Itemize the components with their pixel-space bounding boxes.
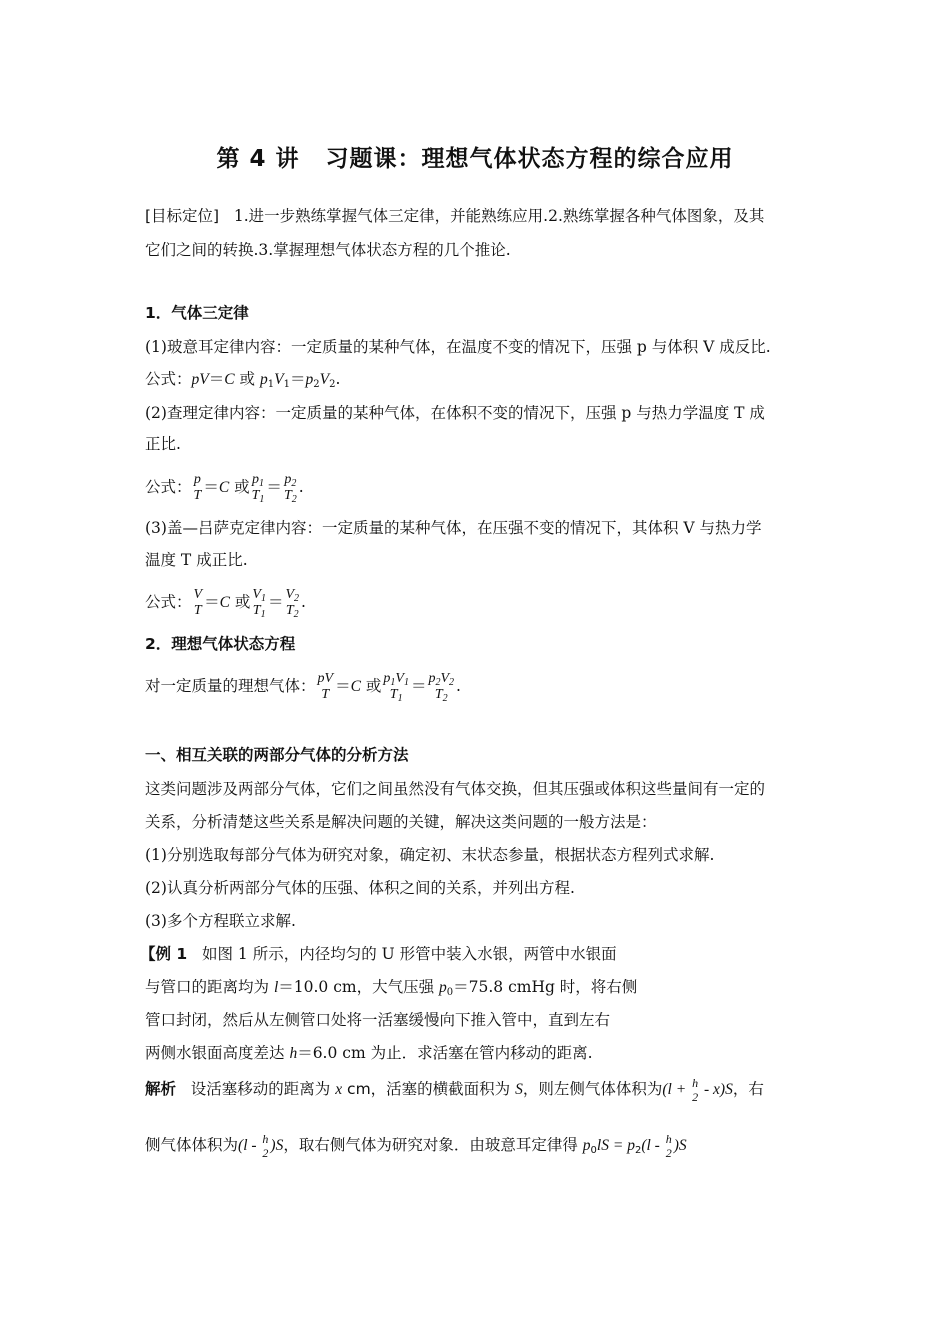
- example-1-line-2: 与管口的距离均为 l＝10.0 cm，大气压强 $p_0=75.8$ cmHg 时，将右侧: [145, 978, 638, 998]
- section-ideal-gas-heading: 2．理想气体状态方程: [145, 635, 296, 653]
- example-1-line-4: 两侧水银面高度差达 h＝6.0 cm 为止．求活塞在管内移动的距离.: [145, 1044, 593, 1062]
- page-title: [0, 140, 950, 173]
- gay-lussac-law-text-1: (3)盖—吕萨克定律内容：一定质量的某种气体，在压强不变的情况下，其体积 V 与热力学: [145, 519, 762, 537]
- boyle-law-text: (1)玻意耳定律内容：一定质量的某种气体，在温度不变的情况下，压强 p 与体积 V 成反比.: [145, 338, 771, 356]
- boyle-formula: 公式：pV＝C 或 $p_1V_1=p_2V_2$.: [145, 370, 341, 390]
- charles-formula: 公式： p T ＝C 或 $p_1$ $T_1$ ＝ $p_2$ $T_2$ .: [145, 472, 304, 505]
- gay-lussac-law-text-2: 温度 T 成正比.: [145, 551, 248, 569]
- goals-line-2: 它们之间的转换.3.掌握理想气体状态方程的几个推论.: [145, 241, 511, 259]
- goals-line-1: [目标定位] 1.进一步熟练掌握气体三定律，并能熟练应用.2.熟练掌握各种气体图象，及其: [145, 207, 765, 225]
- example-label: 例 1: [155, 945, 188, 963]
- solution-line-1: 解析 设活塞移动的距离为 x cm，活塞的横截面积为 S，则左侧气体体积为(l + h 2 - x)S，右: [145, 1075, 764, 1104]
- method-step-3: (3)多个方程联立求解.: [145, 912, 296, 930]
- two-gases-para-1: 这类问题涉及两部分气体，它们之间虽然没有气体交换，但其压强或体积这些量间有一定的: [145, 780, 766, 798]
- lecture-number: 第 4 讲: [216, 146, 300, 172]
- charles-law-text-1: (2)查理定律内容：一定质量的某种气体，在体积不变的情况下，压强 p 与热力学温度 T 成: [145, 404, 765, 422]
- goals-label: [目标定位]: [145, 207, 220, 225]
- section-gas-laws-heading: 1．气体三定律: [145, 304, 249, 322]
- two-gases-para-2: 关系，分析清楚这些关系是解决问题的关键，解决这类问题的一般方法是：: [145, 813, 657, 831]
- section-two-gases-heading: 一、相互关联的两部分气体的分析方法: [145, 746, 409, 764]
- ideal-gas-formula: 对一定质量的理想气体： pV T ＝C 或 $p_1V_1$ $T_1$ ＝ $p_2V_2$ $T_2$ .: [145, 671, 461, 704]
- lecture-title: 习题课：理想气体状态方程的综合应用: [325, 146, 734, 172]
- solution-line-2: 侧气体体积为(l - h 2 )S，取右侧气体为研究对象．由玻意耳定律得 $p_0lS = p_2(l$ - h 2 )S: [145, 1131, 687, 1160]
- example-1-line-1: 【例 1 如图 1 所示，内径均匀的 U 形管中装入水银，两管中水银面: [140, 945, 617, 963]
- example-1-line-3: 管口封闭，然后从左侧管口处将一活塞缓慢向下推入管中，直到左右: [145, 1011, 611, 1029]
- method-step-1: (1)分别选取每部分气体为研究对象，确定初、末状态参量，根据状态方程列式求解.: [145, 846, 715, 864]
- gay-lussac-formula: 公式： V T ＝C 或 $V_1$ $T_1$ ＝ $V_2$ $T_2$ .: [145, 587, 306, 620]
- method-step-2: (2)认真分析两部分气体的压强、体积之间的关系，并列出方程.: [145, 879, 575, 897]
- solution-label: 解析: [145, 1080, 177, 1098]
- charles-law-text-2: 正比.: [145, 435, 181, 453]
